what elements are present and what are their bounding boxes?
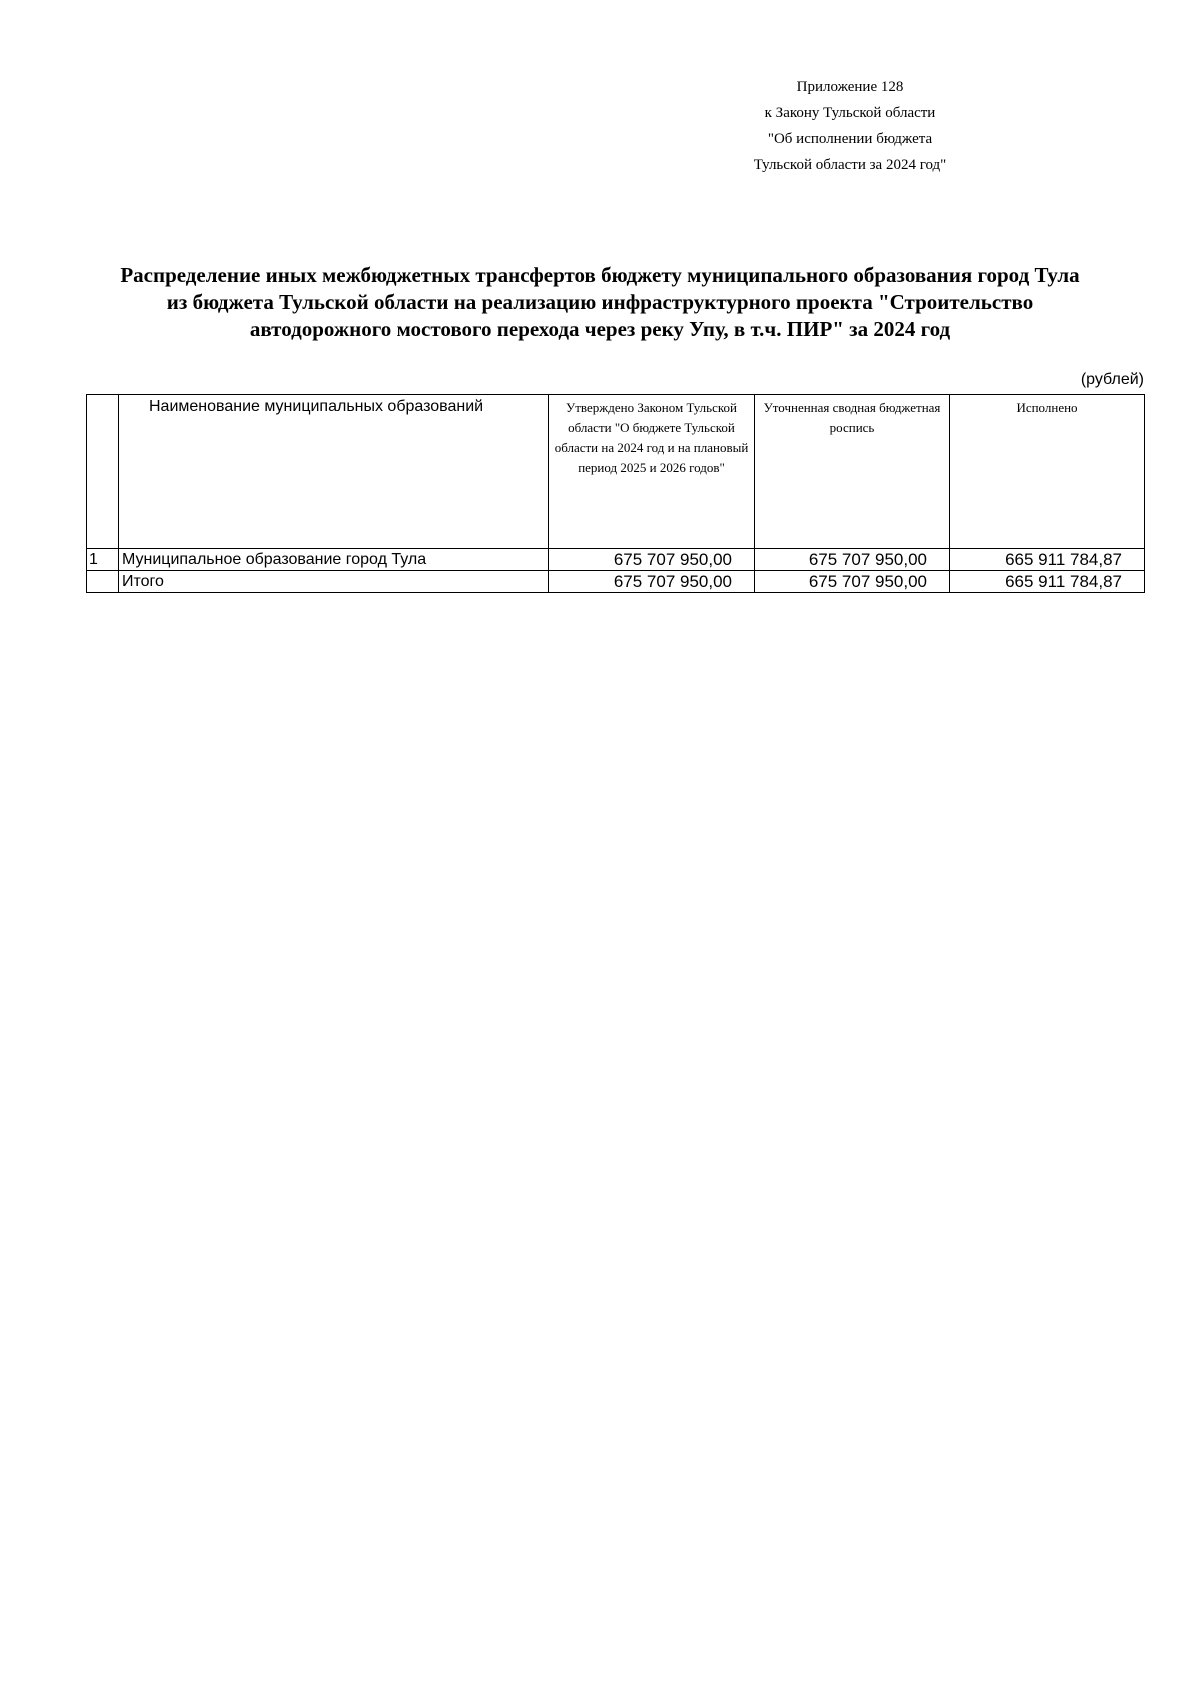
row-name: Итого (119, 571, 549, 593)
header-approved: Утверждено Законом Тульской области "О бюджете Тульской области на 2024 год и на плановый период 2025 и 2026 годов" (549, 395, 755, 549)
title-line: из бюджета Тульской области на реализацию инфраструктурного проекта "Строительство (166, 290, 1034, 314)
row-name: Муниципальное образование город Тула (119, 549, 549, 571)
title-line: Распределение иных межбюджетных трансфертов бюджету муниципального образования город Тула (120, 263, 1080, 287)
table-row-total (87, 571, 1145, 593)
row-executed: 665 911 784,87 (950, 571, 1145, 593)
row-approved: 675 707 950,00 (549, 571, 755, 593)
row-approved: 675 707 950,00 (549, 549, 755, 571)
appendix-block (700, 74, 1000, 178)
header-index (87, 395, 119, 549)
appendix-line: Тульской области за 2024 год" (753, 157, 947, 173)
row-refined: 675 707 950,00 (755, 549, 950, 571)
units-label: (рублей) (1080, 371, 1144, 388)
row-refined: 675 707 950,00 (755, 571, 950, 593)
table-row (87, 549, 1145, 571)
transfers-table (86, 394, 1145, 593)
title-line: автодорожного мостового перехода через реку Упу, в т.ч. ПИР" за 2024 год (249, 317, 951, 341)
header-refined: Уточненная сводная бюджетная роспись (755, 395, 950, 549)
appendix-line: "Об исполнении бюджета (767, 131, 933, 147)
row-index: 1 (87, 549, 119, 571)
header-executed: Исполнено (950, 395, 1145, 549)
row-executed: 665 911 784,87 (950, 549, 1145, 571)
row-index (87, 571, 119, 593)
appendix-line: Приложение 128 (796, 79, 904, 95)
appendix-line: к Закону Тульской области (764, 105, 936, 121)
header-name: Наименование муниципальных образований (119, 395, 549, 549)
document-title (80, 262, 1120, 343)
table-header-row (87, 395, 1145, 549)
